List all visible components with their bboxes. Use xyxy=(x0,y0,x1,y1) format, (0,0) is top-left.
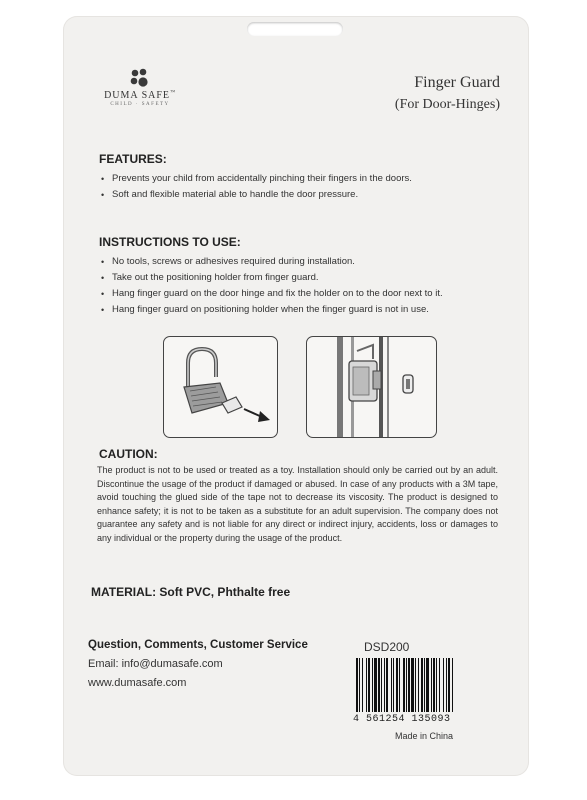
brand-name: DUMA SAFE™ xyxy=(104,90,176,101)
barcode-bar xyxy=(436,658,437,712)
barcode-bar xyxy=(359,658,360,712)
instructions-list xyxy=(100,254,510,318)
barcode-bar xyxy=(406,658,407,712)
barcode-bar xyxy=(415,658,416,712)
barcode-bar xyxy=(418,658,419,712)
barcode-bar xyxy=(424,658,425,712)
features-heading: FEATURES: xyxy=(99,152,167,166)
barcode-bar xyxy=(393,658,394,712)
brand-tagline: CHILD · SAFETY xyxy=(110,102,170,107)
contact-website: www.dumasafe.com xyxy=(88,677,187,689)
barcode-bar xyxy=(439,658,440,712)
barcode-bar xyxy=(421,658,423,712)
barcode-bar xyxy=(368,658,370,712)
barcode-digits: 4 561254 135093 xyxy=(353,714,451,725)
list-item: • Take out the positioning holder from finger guard. xyxy=(100,270,510,286)
barcode-bar xyxy=(411,658,414,712)
door-hinge-illustration xyxy=(307,337,436,437)
list-item: • Hang finger guard on positioning holder when the finger guard is not in use. xyxy=(100,302,510,318)
barcode-bar xyxy=(426,658,429,712)
finger-guard-hook-illustration xyxy=(164,337,277,437)
paw-logo-icon xyxy=(129,68,151,88)
barcode-bar xyxy=(374,658,377,712)
features-list xyxy=(100,171,510,203)
barcode-bar xyxy=(372,658,373,712)
barcode-bar xyxy=(431,658,432,712)
barcode-bar xyxy=(356,658,358,712)
barcode-bar xyxy=(386,658,388,712)
list-item: • No tools, screws or adhesives required during installation. xyxy=(100,254,510,270)
barcode-bar xyxy=(391,658,392,712)
list-item: • Soft and flexible material able to handle the door pressure. xyxy=(100,187,510,203)
barcode xyxy=(354,658,500,714)
material-label: MATERIAL: Soft PVC, Phthalte free xyxy=(91,585,291,599)
barcode-bar xyxy=(399,658,400,712)
hook-diagram xyxy=(163,336,278,438)
barcode-bar xyxy=(408,658,410,712)
barcode-bar xyxy=(378,658,380,712)
hang-hole xyxy=(247,22,343,36)
barcode-bar xyxy=(396,658,398,712)
list-item: • Prevents your child from accidentally pinching their fingers in the doors. xyxy=(100,171,510,187)
barcode-bar xyxy=(403,658,405,712)
barcode-bar xyxy=(448,658,450,712)
instructions-heading: INSTRUCTIONS TO USE: xyxy=(99,235,241,249)
barcode-bar xyxy=(381,658,382,712)
caution-heading: CAUTION: xyxy=(99,447,158,461)
barcode-bar xyxy=(443,658,444,712)
caution-text: The product is not to be used or treated as a toy. Installation should only be carried out by an adult. Discontinue the usage of the product if damaged or abused. In case of any products with a 3M tape, avoid touching the glued side of the tape not to decrease its viscosity. The product is designed to enhance safety; it is not to be taken as a substitute for an adult supervision. The company does not guarantee any safety and is not liable for any direct or indirect injury, accidents, loss or damages to any individual or the property during the usage of the product. xyxy=(97,465,498,543)
contact-heading: Question, Comments, Customer Service xyxy=(88,639,308,651)
contact-email: Email: info@dumasafe.com xyxy=(88,658,223,670)
product-subtitle: (For Door-Hinges) xyxy=(394,97,500,112)
barcode-bar xyxy=(384,658,385,712)
barcode-bar xyxy=(446,658,447,712)
barcode-bar xyxy=(362,658,363,712)
list-item: • Hang finger guard on the door hinge and fix the holder on to the door next to it. xyxy=(100,286,510,302)
brand-logo xyxy=(100,68,180,107)
door-diagram xyxy=(306,336,437,438)
barcode-bar xyxy=(433,658,435,712)
barcode-bar xyxy=(452,658,453,712)
sku-code: DSD200 xyxy=(364,640,410,654)
barcode-bar xyxy=(366,658,367,712)
product-title: Finger Guard xyxy=(414,74,500,91)
made-in-label: Made in China xyxy=(395,731,454,741)
